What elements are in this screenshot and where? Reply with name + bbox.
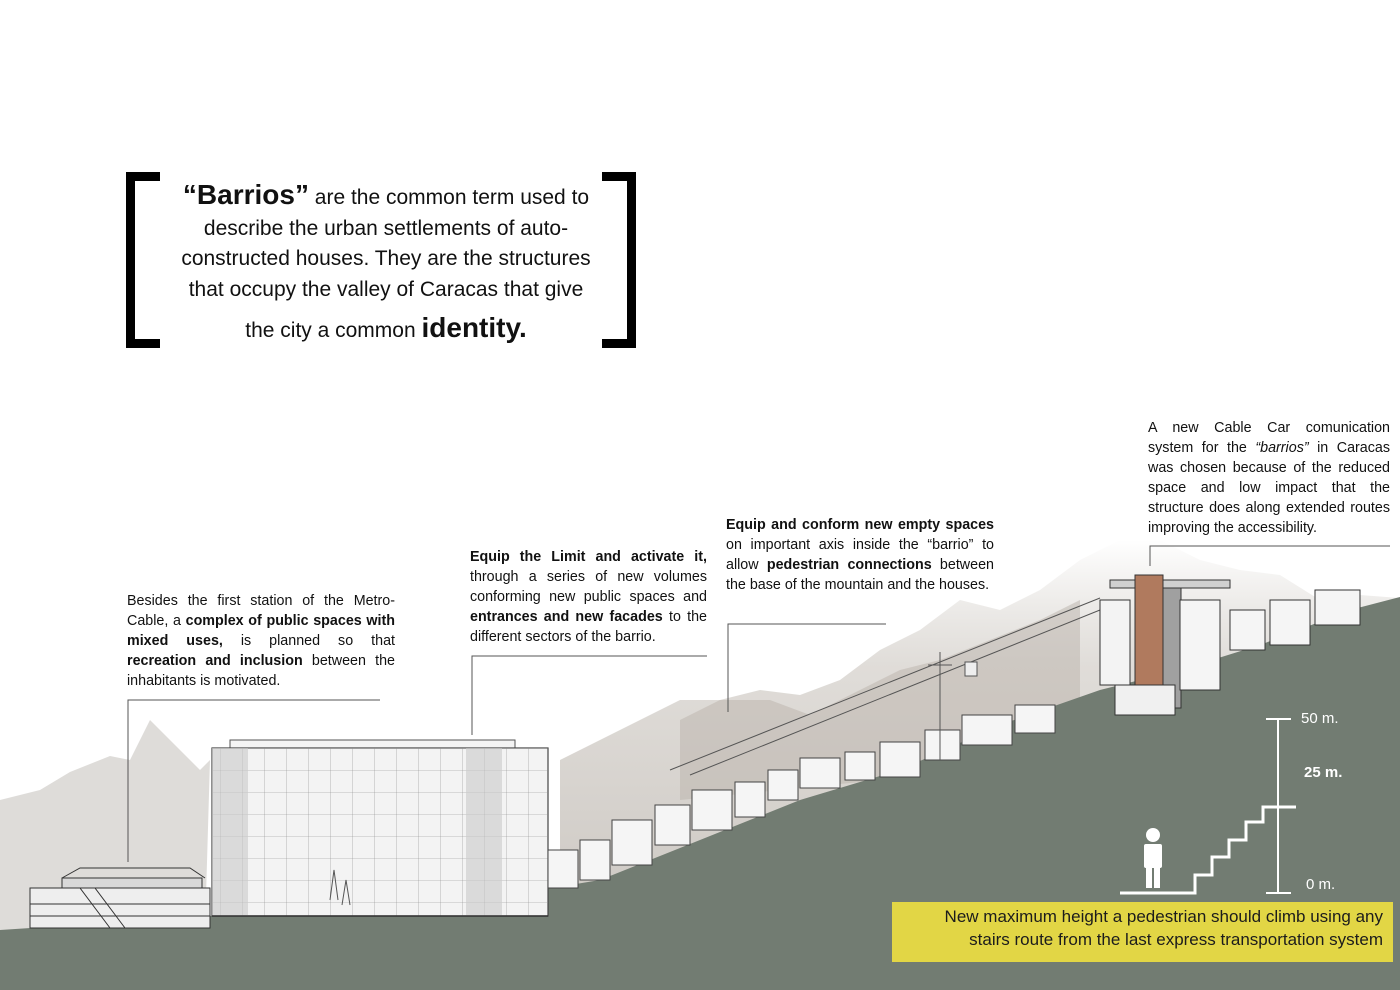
caption-line1: New maximum height a pedestrian should climb using any [944,907,1383,926]
caption-line2: stairs route from the last express transportation system [969,930,1383,949]
note-text: to the different sectors of the barrio. [470,609,708,645]
note-text: on important axis inside the “barrio” to allow [726,537,994,573]
quote-emphasis: identity. [421,312,527,343]
note-text: in Caracas was chosen because of the reduced space and low impact that the structure does along extended routes improving the accessibility. [1148,440,1390,536]
barrios-quote [152,180,620,347]
note-text: A new Cable Car comunication system for the [1148,420,1390,456]
note-bold: Equip the Limit and activate it, [470,549,707,565]
metrocable-note [127,591,395,691]
quote-line2: describe the urban settlements of auto- [203,216,569,240]
scale-top-label: 50 m. [1301,710,1339,727]
empty-spaces-note [726,515,994,595]
quote-term: “Barrios” [182,179,309,210]
note-text: between the base of the mountain and the houses. [726,557,994,593]
scale-mid-label: 25 m. [1304,764,1343,781]
note-text: through a series of new volumes conforming new public spaces and [470,569,707,605]
note-italic: “barrios” [1255,440,1309,456]
note-text: is planned so that [222,633,395,649]
quote-line5: the city a common [245,319,422,342]
cable-car-note [1148,418,1390,538]
note-bold: recreation and inclusion [127,653,303,669]
note-text: between the inhabitants is motivated. [127,653,395,689]
max-height-caption [892,902,1393,962]
note-bold: complex of public spaces with mixed uses, [127,613,395,649]
note-bold: entrances and new facades [470,609,663,625]
note-bold: Equip and conform new empty spaces [726,517,994,533]
apartment-block [212,740,548,916]
limit-note [470,547,707,647]
scale-bottom-label: 0 m. [1306,876,1336,893]
note-text: Besides the first station of the Metro-Cable, a [127,593,395,629]
quote-line4: that occupy the valley of Caracas that give [188,277,584,301]
quote-line1-rest: are the common term used to [308,186,590,209]
note-bold: pedestrian connections [766,557,932,573]
quote-line3: constructed houses. They are the structures [181,247,591,270]
